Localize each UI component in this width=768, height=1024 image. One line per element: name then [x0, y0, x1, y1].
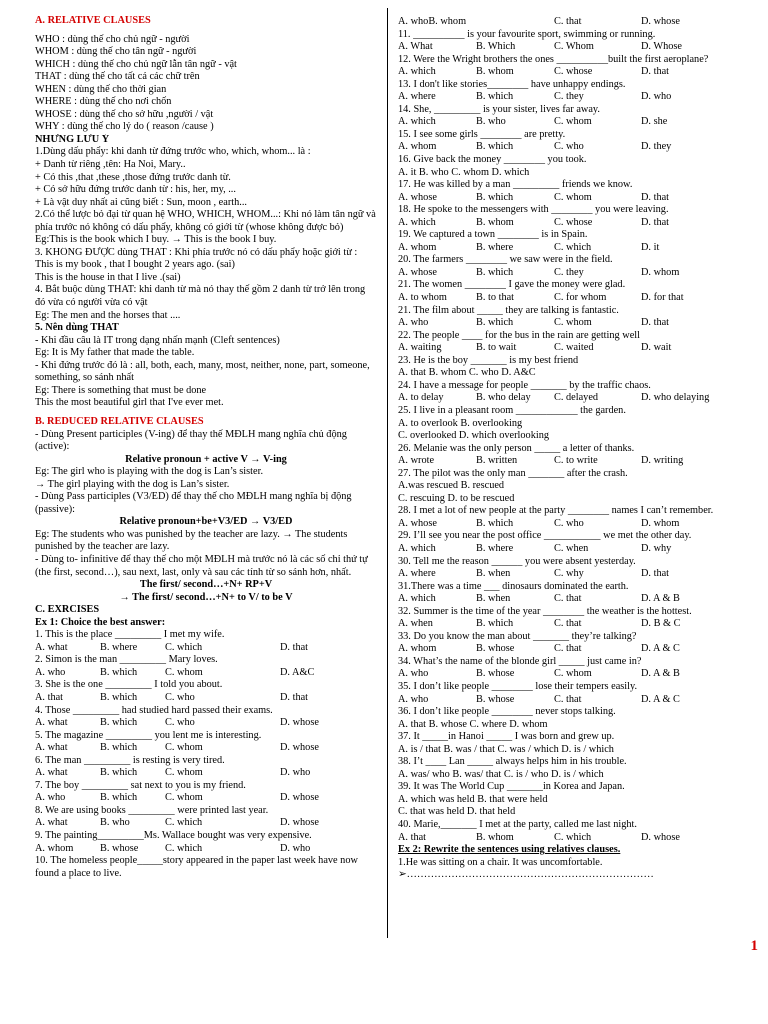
answer-option: B. who delay [476, 392, 531, 404]
answer-option: C. whom [554, 191, 592, 203]
answer-option: B. who [100, 817, 130, 829]
text-line: A. was/ who B. was/ that C. is / who D. is / which [398, 768, 604, 780]
answer-option: A. what [35, 742, 68, 754]
answer-option: A. whom [398, 141, 437, 153]
answer-option: B. whom [476, 216, 514, 228]
answer-options [35, 717, 377, 730]
text-line: 27. The pilot was the only man _______ after the crash. [398, 467, 628, 479]
text-line: 28. I met a lot of new people at the party ________ names I can’t remember. [398, 505, 714, 517]
answer-option: D. that [280, 641, 309, 653]
answer-option: D. why [641, 542, 672, 554]
answer-option: B. where [476, 542, 514, 554]
answer-option: D. that [641, 216, 670, 228]
answer-option: B. which [476, 266, 514, 278]
text-line: - Dùng to- infinitive để thay thế cho một MĐLH mà trước nó là các số chỉ thứ tự (the first, second…), sau next, last, only và sau các tính từ so sánh hơn, nhất. [35, 553, 368, 578]
text-line: - Khi đứng trước đó là : all, both, each, many, most, neither, none, part, someone, something, so sánh nhất [35, 359, 370, 384]
answer-option: A. who [35, 666, 66, 678]
answer-option: B. where [100, 641, 138, 653]
answer-option: C. whom [165, 666, 203, 678]
answer-option: B. to that [476, 292, 515, 304]
text-line: 7. The boy _________ sat next to you is my friend. [35, 779, 246, 791]
text-line: 1.Dùng dấu phẩy: khi danh từ đứng trước who, which, whom... là : [35, 146, 311, 158]
answer-option: A. whose [398, 517, 437, 529]
answer-option: C. that [554, 618, 582, 630]
answer-options [35, 742, 377, 755]
answer-option: B. which [100, 742, 138, 754]
text-line: 33. Do you know the man about _______ they’re talking? [398, 630, 637, 642]
answer-options [398, 618, 728, 631]
answer-option: A. who [398, 668, 429, 680]
text-line: 24. I have a message for people _______ by the traffic chaos. [398, 379, 651, 391]
answer-option: A. that [35, 691, 64, 703]
answer-option: B. whom [476, 831, 514, 843]
text-line: 19. We captured a town ________ is in Spain. [398, 229, 588, 241]
answer-options [398, 267, 728, 280]
answer-option: C. whom [554, 116, 592, 128]
answer-options [35, 692, 377, 705]
text-line: 40. Marie,_______ I met at the party, called me last night. [398, 819, 637, 830]
answer-option: A. which [398, 593, 436, 605]
answer-option: B. when [476, 593, 511, 605]
answer-option: B. who [476, 116, 506, 128]
text-line: The first/ second…+N+ RP+V [139, 579, 273, 591]
answer-option: B. written [476, 455, 518, 467]
answer-option: D. for that [641, 292, 684, 304]
answer-option: A. What [398, 41, 433, 53]
answer-option: C. who [165, 717, 195, 729]
answer-option: D. Whose [641, 41, 682, 53]
text-line: 15. I see some girls ________ are pretty. [398, 128, 566, 140]
answer-option: D. that [641, 66, 670, 78]
text-line: → The girl playing with the dog is Lan’s sister. [35, 478, 230, 490]
answer-option: D. who [641, 91, 672, 103]
answer-option: C. whose [554, 216, 593, 228]
text-line: Ex 1: Choice the best answer: [35, 616, 166, 628]
text-line: 4. Bắt buộc dùng THAT: khi danh từ mà nó thay thế gồm 2 danh từ trở lên trong đó vừa có người vừa có vật [35, 284, 366, 309]
text-line: 8. We are using books _________ were printed last year. [35, 804, 269, 816]
text-line: Eg: It is My father that made the table. [35, 347, 195, 359]
answer-option: A. whom [398, 643, 437, 655]
answer-option: D. B & C [641, 618, 681, 630]
text-line: C. EXRCISES [35, 604, 100, 616]
answer-option: C. that [554, 16, 582, 27]
answer-option: A. which [398, 66, 436, 78]
answer-option: D. who delaying [641, 392, 710, 404]
answer-option: D. whose [641, 831, 680, 843]
answer-option: C. waited [554, 342, 594, 354]
text-line: 39. It was The World Cup _______in Korea and Japan. [398, 781, 625, 793]
answer-options [398, 242, 728, 255]
text-line: 1.He was sitting on a chair. It was uncomfortable. [398, 856, 603, 868]
answer-option: A. what [35, 767, 68, 779]
answer-options [35, 642, 377, 655]
text-line: 23. He is the boy _______ is my best friend [398, 354, 579, 366]
answer-option: C. who [554, 517, 584, 529]
text-line: 11. __________ is your favourite sport, swimming or running. [398, 28, 656, 40]
answer-option: D. who [280, 842, 311, 854]
text-line: WHY : dùng thế cho lý do ( reason /cause ) [35, 121, 214, 133]
answer-options [398, 668, 728, 681]
text-line: Eg:This is the book which I buy. → This is the book I buy. [35, 234, 277, 246]
text-line: 10. The homeless people_____story appeared in the paper last week have now found a place to live. [35, 855, 358, 879]
answer-option: C. Whom [554, 41, 594, 53]
answer-option: C. that [554, 593, 582, 605]
answer-option: B. to wait [476, 342, 517, 354]
answer-option: D. whose [280, 817, 319, 829]
text-line: - Dùng Present participles (V-ing) để thay thế MĐLH mang nghĩa chủ động (active): [35, 428, 347, 453]
answer-options [398, 455, 728, 468]
answer-option: C. they [554, 91, 584, 103]
answer-options [35, 767, 377, 780]
text-line: 3. She is the one _________ I told you about. [35, 679, 223, 691]
text-line: NHỮNG LƯU Ý [35, 133, 110, 145]
answer-options [398, 41, 728, 54]
text-line: Relative pronoun+be+V3/ED → V3/ED [119, 516, 293, 528]
answer-options [398, 217, 728, 230]
text-line: 2. Simon is the man _________ Mary loves. [35, 654, 218, 666]
text-line: A. which was held B. that were held [398, 793, 548, 805]
answer-option: B. which [100, 792, 138, 804]
text-line: This the most beautiful girl that I've ever met. [35, 397, 224, 409]
answer-option: B. which [100, 691, 138, 703]
answer-option: A. waiting [398, 342, 442, 354]
text-line: 35. I don’t like people ________ lose their tempers easily. [398, 680, 638, 692]
text-line: A.was rescued B. rescued [398, 480, 505, 492]
answer-option: B. whose [476, 668, 515, 680]
text-line: C. that was held D. that held [398, 806, 516, 818]
answer-options [398, 518, 728, 531]
text-line: + Danh từ riêng ,tên: Ha Noi, Mary.. [35, 159, 186, 171]
answer-option: A. who [398, 317, 429, 329]
text-line: Eg: The girl who is playing with the dog is Lan’s sister. [35, 466, 264, 478]
answer-option: A. which [398, 216, 436, 228]
answer-options [398, 66, 728, 79]
answer-option: A. who [35, 792, 66, 804]
answer-option: C. that [554, 693, 582, 705]
text-line: Eg: The men and the horses that .... [35, 309, 181, 321]
text-line: A. to overlook B. overlooking [398, 417, 523, 429]
text-line: 30. Tell me the reason ______ you were absent yesterday. [398, 555, 636, 567]
answer-option: D. whose [641, 16, 680, 27]
answer-option: B. which [100, 767, 138, 779]
text-line: 2.Có thể lược bỏ đại từ quan hệ WHO, WHICH, WHOM...: Khi nó làm tân ngữ và phía trước nó không có dấu phẩy, không có giới từ (whose không được bỏ) [35, 209, 376, 233]
answer-option: D. A & C [641, 693, 680, 705]
answer-options [398, 593, 728, 606]
answer-options [398, 292, 728, 305]
answer-option: C. whom [165, 742, 203, 754]
answer-option: A. which [398, 542, 436, 554]
text-line: 29. I’ll see you near the post office ___________ we met the other day. [398, 530, 692, 542]
text-line: THAT : dùng thế cho tất cả các chữ trên [35, 71, 200, 83]
answer-option: B. where [476, 241, 514, 253]
answer-options [35, 817, 377, 830]
answer-option [476, 16, 554, 29]
answer-options [398, 392, 728, 405]
answer-option: C. they [554, 266, 584, 278]
text-line: 32. Summer is the time of the year ________ the weather is the hottest. [398, 605, 692, 617]
answer-options [398, 141, 728, 154]
text-line: 12. Were the Wright brothers the ones __________built the first aeroplane? [398, 53, 709, 65]
answer-option: D. A & B [641, 668, 680, 680]
text-line: → The first/ second…+N+ to V/ to be V [119, 591, 293, 603]
text-line: - Dùng Pass participles (V3/ED) để thay thế cho MĐLH mang nghĩa bị động (passive): [35, 491, 352, 515]
text-line: A. that B. whose C. where D. whom [398, 718, 548, 730]
text-line: 26. Melanie was the only person _____ a letter of thanks. [398, 442, 635, 454]
answer-option: B. whom [476, 66, 514, 78]
text-line: A. RELATIVE CLAUSES [35, 15, 151, 26]
text-line: + Có sở hữu đứng trước danh từ : his, her, my, ... [35, 184, 236, 196]
answer-option: A. what [35, 641, 68, 653]
answer-option: B. which [100, 666, 138, 678]
answer-options [35, 667, 377, 680]
answer-option: B. whose [100, 842, 139, 854]
answer-option: D. they [641, 141, 672, 153]
text-line: 36. I don’t like people ________ never stops talking. [398, 706, 616, 718]
answer-option: A. that [398, 831, 427, 843]
answer-option: A. when [398, 618, 433, 630]
text-line: 5. The magazine _________ you lent me is interesting. [35, 729, 262, 741]
answer-option: A. whom [398, 241, 437, 253]
answer-option: D. writing [641, 455, 684, 467]
answer-option: B. which [476, 618, 514, 630]
answer-option: D. A & B [641, 593, 680, 605]
text-line: 21. The film about _____ they are talking is fantastic. [398, 304, 619, 316]
answer-options [398, 568, 728, 581]
answer-option: C. whom [554, 668, 592, 680]
answer-option: C. why [554, 568, 584, 580]
text-line: C. rescuing D. to be rescued [398, 492, 515, 504]
answer-option: C. which [554, 241, 592, 253]
answer-option: D. wait [641, 342, 672, 354]
answer-option: B. which [100, 717, 138, 729]
answer-options [35, 792, 377, 805]
text-line: B. REDUCED RELATIVE CLAUSES [35, 415, 204, 427]
answer-option: A. wrote [398, 455, 435, 467]
answer-option: C. which [165, 842, 203, 854]
answer-options [398, 116, 728, 129]
text-line: 6. The man _________ is resting is very tired. [35, 754, 225, 766]
answer-option: B. which [476, 517, 514, 529]
answer-option: C. to write [554, 455, 598, 467]
answer-option: D. whom [641, 517, 680, 529]
answer-option: A. who [398, 693, 429, 705]
text-line: 25. I live in a pleasant room ____________ the garden. [398, 404, 626, 416]
answer-option: B. Which [476, 41, 516, 53]
text-line: 18. He spoke to the messengers with ________ you were leaving. [398, 204, 669, 216]
answer-option: A. whom [35, 842, 74, 854]
page-number: 1 [750, 938, 758, 954]
column-divider [387, 8, 388, 938]
answer-option: B. which [476, 91, 514, 103]
text-line: 4. Those _________ had studied hard passed their exams. [35, 704, 273, 716]
answer-option: D. that [641, 317, 670, 329]
text-line: WHO : dùng thế cho chủ ngữ - người [35, 33, 190, 45]
answer-options [398, 832, 728, 845]
answer-option: C. who [554, 141, 584, 153]
text-line: - Khi đầu câu là IT trong dạng nhấn mạnh (Cleft sentences) [35, 334, 280, 346]
answer-option: B. when [476, 568, 511, 580]
answer-option: C. delayed [554, 392, 599, 404]
text-line: C. overlooked D. which overlooking [398, 430, 549, 442]
answer-option: C. whom [165, 767, 203, 779]
text-line: 20. The farmers ________ we saw were in the field. [398, 254, 613, 266]
answer-options [35, 843, 377, 856]
answer-option: A. whoB. whom [398, 16, 467, 27]
text-line: 22. The people ____ for the bus in the rain are getting well [398, 329, 641, 341]
text-line: WHOSE : dùng thế cho sở hữu ,người / vật [35, 108, 214, 120]
answer-option: C. whose [554, 66, 593, 78]
answer-option: A. to delay [398, 392, 444, 404]
answer-option: B. which [476, 141, 514, 153]
answer-option: A. which [398, 116, 436, 128]
answer-option: C. whom [554, 317, 592, 329]
answer-option: B. whose [476, 693, 515, 705]
text-line: 38. I’t ____ Lan _____ always helps him in his trouble. [398, 756, 627, 768]
text-line: WHOM : dùng thế cho tân ngữ - người [35, 46, 197, 58]
answer-option: A. where [398, 91, 436, 103]
answer-option: D. who [280, 767, 311, 779]
text-line: Relative pronoun + active V → V-ing [125, 453, 287, 465]
text-line: WHICH : dùng thế cho chủ ngữ lẫn tân ngữ - vật [35, 58, 237, 70]
text-line: 9. The painting_________Ms. Wallace bought was very expensive. [35, 830, 312, 841]
text-line: Eg: There is something that must be done [35, 384, 207, 396]
answer-options [398, 16, 728, 29]
text-line: 31.There was a time ___ dinosaurs dominated the earth. [398, 580, 629, 592]
text-line: A. that B. whom C. who D. A&C [398, 367, 536, 379]
text-line: WHEN : dùng thế cho thời gian [35, 83, 167, 95]
answer-option: D. whose [280, 742, 319, 754]
answer-option: D. whom [641, 266, 680, 278]
answer-option: C. which [165, 641, 203, 653]
answer-option: C. that [554, 643, 582, 655]
left-column [35, 15, 377, 880]
answer-options [398, 543, 728, 556]
answer-option: D. whose [280, 717, 319, 729]
answer-options [398, 192, 728, 205]
text-line: WHERE : dùng thế cho nơi chốn [35, 96, 172, 108]
answer-option: D. A & C [641, 643, 680, 655]
text-line: Eg: The students who was punished by the teacher are lazy. → The students punished by the teacher are lazy. [35, 528, 348, 553]
answer-option: D. she [641, 116, 668, 128]
answer-options [398, 91, 728, 104]
answer-option: D. it [641, 241, 660, 253]
answer-options [398, 694, 728, 707]
text-line: ➢……………………………………………………………… [398, 869, 654, 881]
answer-options [398, 643, 728, 656]
answer-option: A. where [398, 568, 436, 580]
answer-option: D. A&C [280, 666, 315, 678]
text-line: 13. I don't like stories________ have unhappy endings. [398, 78, 626, 90]
text-line: + Có this ,that ,these ,those đứng trước danh từ. [35, 171, 231, 183]
text-line: This is my book , that I bought 2 years ago. (sai) [35, 259, 235, 271]
answer-option: D. that [641, 568, 670, 580]
text-line: This is the house in that I live .(sai) [35, 271, 181, 283]
answer-option: C. for whom [554, 292, 607, 304]
text-line: 3. KHÔNG ĐƯỢC dùng THAT : Khi phía trước nó có dấu phẩy hoặc giới từ : [35, 246, 358, 258]
answer-option: B. whose [476, 643, 515, 655]
answer-options [398, 342, 728, 355]
text-line: 16. Give back the money ________ you took. [398, 154, 587, 166]
text-line: 34. What’s the name of the blonde girl _____ just came in? [398, 655, 642, 667]
answer-option: C. which [554, 831, 592, 843]
answer-option: C. when [554, 542, 589, 554]
answer-option: A. whose [398, 191, 437, 203]
answer-option: B. which [476, 191, 514, 203]
answer-option: A. to whom [398, 292, 447, 304]
text-line: 21. The women ________ I gave the money were glad. [398, 279, 626, 291]
answer-option: B. which [476, 317, 514, 329]
answer-option: C. which [165, 817, 203, 829]
text-line: A. it B. who C. whom D. which [398, 166, 530, 178]
text-line: + Là vật duy nhất ai cũng biết : Sun, moon , earth... [35, 196, 247, 208]
right-column [398, 16, 728, 882]
answer-option: D. whose [280, 792, 319, 804]
text-line: 37. It _____in Hanoi _____ I was born and grew up. [398, 731, 615, 743]
answer-option: A. what [35, 717, 68, 729]
text-line: A. is / that B. was / that C. was / which D. is / which [398, 743, 614, 755]
answer-option: A. whose [398, 266, 437, 278]
answer-option: C. who [165, 691, 195, 703]
text-line: 17. He was killed by a man _________ friends we know. [398, 179, 633, 191]
text-line: Ex 2: Rewrite the sentences using relatives clauses. [398, 844, 621, 856]
answer-option: A. what [35, 817, 68, 829]
answer-option: D. that [280, 691, 309, 703]
answer-option: D. that [641, 191, 670, 203]
answer-options [398, 317, 728, 330]
text-line: 14. She, _________ is your sister, lives far away. [398, 103, 600, 115]
text-line: 1. This is the place _________ I met my wife. [35, 629, 225, 641]
answer-option: C. whom [165, 792, 203, 804]
text-line: 5. Nên dùng THAT [35, 322, 119, 334]
